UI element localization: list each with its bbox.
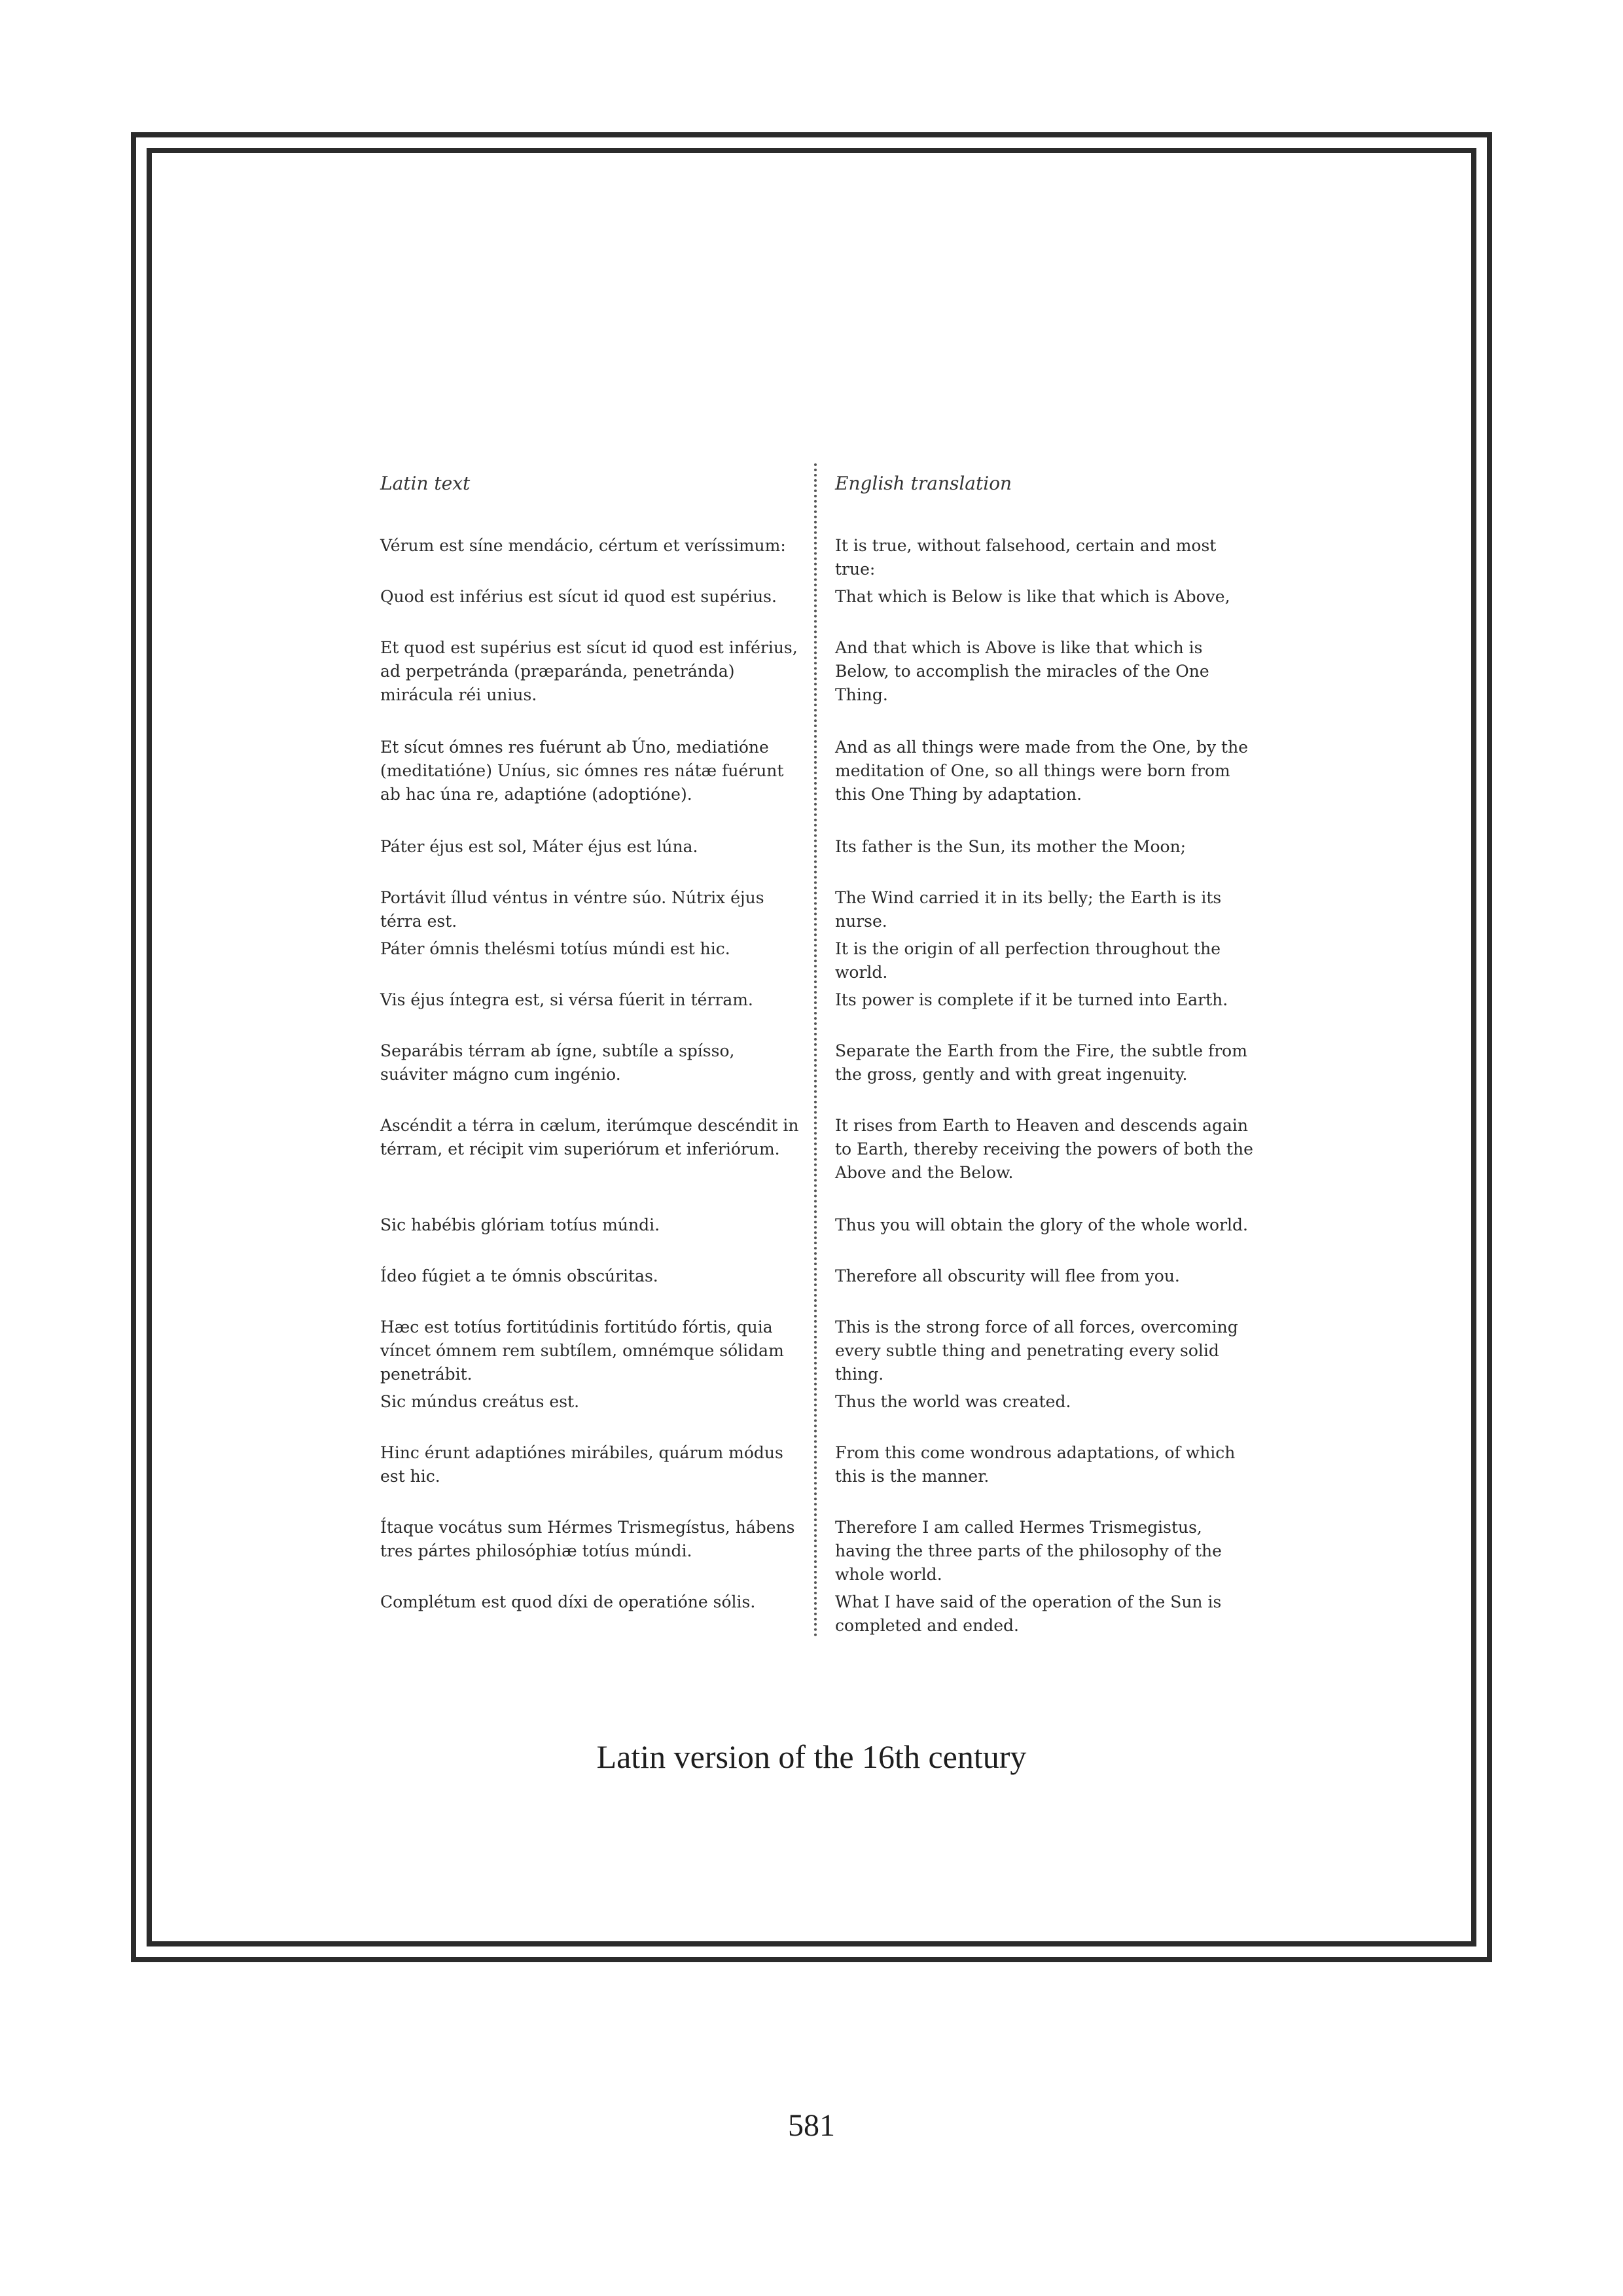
- latin-verse: Portávit íllud véntus in véntre súo. Nútrix éjus térra est.: [380, 888, 764, 931]
- english-verse: Its power is complete if it be turned into Earth.: [835, 990, 1228, 1009]
- latin-verse: Vis éjus íntegra est, si vérsa fúerit in térram.: [380, 990, 753, 1009]
- english-verse: It is the origin of all perfection throughout the world.: [835, 939, 1221, 982]
- latin-verse: Sic habébis glóriam totíus múndi.: [380, 1215, 660, 1234]
- page-number: 581: [788, 2108, 835, 2143]
- english-verse: Thus the world was created.: [835, 1392, 1071, 1411]
- page-border-inner: [147, 148, 1476, 1946]
- english-verse: Its father is the Sun, its mother the Moon;: [835, 837, 1186, 856]
- english-verse: And that which is Above is like that which is Below, to accomplish the miracles of the One Thing.: [835, 638, 1209, 704]
- latin-verse: Hæc est totíus fortitúdinis fortitúdo fórtis, quia víncet ómnem rem subtílem, omnémque sólidam penetrábit.: [380, 1318, 784, 1384]
- latin-verse: Vérum est síne mendácio, cértum et veríssimum:: [380, 536, 786, 555]
- figure-caption: Latin version of the 16th century: [596, 1738, 1027, 1775]
- latin-verse: Et quod est supérius est sícut id quod est inférius, ad perpetránda (præparánda, penetránda) mirácula réi unius.: [380, 638, 798, 704]
- english-verse: It rises from Earth to Heaven and descends again to Earth, thereby receiving the powers of both the Above and the Below.: [835, 1116, 1253, 1182]
- latin-verse: Hinc érunt adaptiónes mirábiles, quárum módus est hic.: [380, 1443, 783, 1486]
- latin-verse: Páter éjus est sol, Máter éjus est lúna.: [380, 837, 698, 856]
- latin-column-heading: Latin text: [380, 473, 471, 494]
- latin-verse: Quod est inférius est sícut id quod est supérius.: [380, 587, 777, 606]
- english-verse: Therefore all obscurity will flee from you.: [835, 1266, 1180, 1285]
- latin-verse: Ítaque vocátus sum Hérmes Trismegístus, hábens tres pártes philosóphiæ totíus múndi.: [380, 1518, 795, 1560]
- english-verse: This is the strong force of all forces, overcoming every subtle thing and penetrating every solid thing.: [835, 1318, 1238, 1384]
- english-verse: From this come wondrous adaptations, of which this is the manner.: [835, 1443, 1236, 1486]
- latin-verse: Complétum est quod díxi de operatióne sólis.: [380, 1592, 756, 1611]
- english-verse: Therefore I am called Hermes Trismegistus, having the three parts of the philosophy of the whole world.: [835, 1518, 1222, 1584]
- latin-verse: Et sícut ómnes res fuérunt ab Úno, mediatióne (meditatióne) Uníus, sic ómnes res nátæ fuérunt ab hac úna re, adaptióne (adoptióne).: [380, 738, 784, 804]
- column-divider: [814, 463, 817, 1638]
- latin-verse: Ídeo fúgiet a te ómnis obscúritas.: [380, 1266, 658, 1285]
- latin-verse: Páter ómnis thelésmi totíus múndi est hic.: [380, 939, 730, 958]
- english-verse: Thus you will obtain the glory of the whole world.: [835, 1215, 1248, 1234]
- latin-verse: Separábis térram ab ígne, subtíle a spísso, suáviter mágno cum ingénio.: [380, 1041, 735, 1084]
- english-verse: And as all things were made from the One, by the meditation of One, so all things were born from this One Thing by adaptation.: [835, 738, 1248, 804]
- english-verse: What I have said of the operation of the Sun is completed and ended.: [835, 1592, 1222, 1635]
- latin-verse: Ascéndit a térra in cælum, iterúmque descéndit in térram, et récipit vim superiórum et inferiórum.: [380, 1116, 799, 1158]
- english-verse: Separate the Earth from the Fire, the subtle from the gross, gently and with great ingenuity.: [835, 1041, 1247, 1084]
- latin-verse: Sic múndus creátus est.: [380, 1392, 580, 1411]
- english-verse: The Wind carried it in its belly; the Earth is its nurse.: [835, 888, 1222, 931]
- english-verse: It is true, without falsehood, certain and most true:: [835, 536, 1217, 579]
- english-verse: That which is Below is like that which is Above,: [835, 587, 1230, 606]
- english-column-heading: English translation: [835, 473, 1012, 494]
